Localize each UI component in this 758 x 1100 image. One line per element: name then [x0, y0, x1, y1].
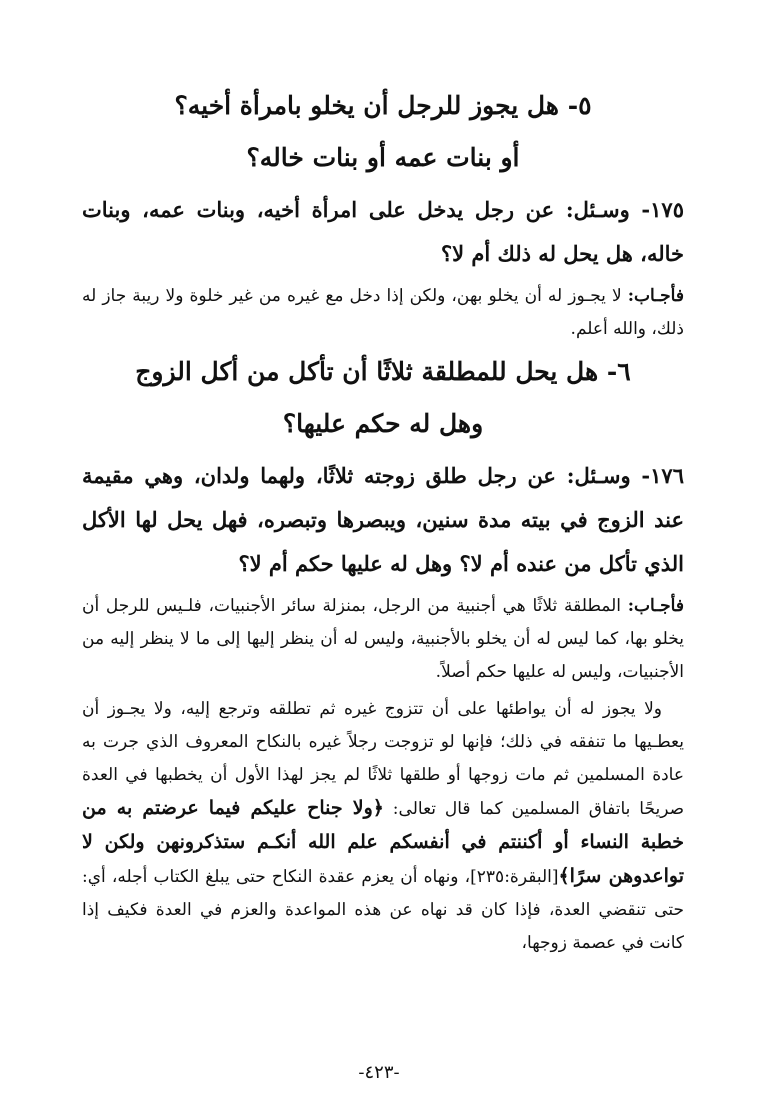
question-175-number: ١٧٥- وسـئل:: [565, 197, 684, 222]
page-number: -٤٢٣-: [358, 1062, 400, 1083]
section-5-title-line-1: ٥- هل يجوز للرجل أن يخلو بامرأة أخيه؟: [174, 91, 592, 120]
paragraph-2-text: ولا يجوز له أن يواطئها على أن تتزوج غيره ثم تطلقه وترجع إليه، ولا يجـوز أن يعطـيها ما تنفقه في ذلك؛ فإنها لو تزوجت رجلاً غيره بالنكاح المعروف الذي جرت به عادة المسلمين ثم مات زوجها أو طلقها ثلاثًا لم يجز لهذا الأول أن يخطبها في العدة صريحًا باتفاق المسلمين كما قال تعالى:: [82, 699, 685, 819]
answer-175-label: فأجـاب:: [627, 286, 684, 306]
answer-175-text: لا يجـوز له أن يخلو بهن، ولكن إذا دخل مع غيره من غير خلوة ولا ريبة جاز له ذلك، والله أعلم.: [82, 286, 684, 339]
quran-verse: ﴿ولا جناح عليكم فيما عرضتم به من خطبة النساء أو أكننتم في أنفسكم علم الله أنكـم ستذكرونهن ولكن لا تواعدوهن سرًا﴾: [82, 797, 685, 887]
book-page: [82, 80, 684, 1080]
answer-175: [82, 280, 684, 346]
answer-176-label: فأجـاب:: [627, 596, 684, 616]
question-176: [82, 454, 684, 586]
question-175: [82, 188, 684, 276]
question-176-number: ١٧٦- وسـئل:: [566, 463, 684, 488]
section-6-title-line-2: وهل له حكم عليها؟: [282, 409, 484, 438]
quran-citation: [البقرة:٢٣٥]: [470, 867, 559, 887]
section-6-title-line-1: ٦- هل يحل للمطلقة ثلاثًا أن تأكل من أكل الزوج: [135, 357, 631, 386]
question-175-text: عن رجل يدخل على امرأة أخيه، وبنات عمه، وبنات خاله، هل يحل له ذلك أم لا؟: [82, 197, 684, 266]
answer-176: [82, 590, 684, 689]
section-5-title-line-2: أو بنات عمه أو بنات خاله؟: [246, 143, 520, 172]
answer-176-text: المطلقة ثلاثًا هي أجنبية من الرجل، بمنزلة سائر الأجنبيات، فلـيس للرجل أن يخلو بها، كما ليس له أن يخلو بالأجنبية، وليس له أن ينظر إليها إلى ما لا ينظر إليه من الأجنبيات، وليس له عليها حكم أصلاً.: [82, 596, 684, 682]
paragraph-2-continuation: ، ونهاه أن يعزم عقدة النكاح حتى يبلغ الكتاب أجله، أي: حتى تنقضي العدة، فإذا كان قد نهاه عن هذه المواعدة والعزم في العدة فكيف إذا كانت في عصمة زوجها،: [82, 867, 684, 953]
answer-176-paragraph-2: [82, 693, 684, 960]
question-176-text: عن رجل طلق زوجته ثلاثًا، ولهما ولدان، وهي مقيمة عند الزوج في بيته مدة سنين، ويبصرها وتبصره، فهل يحل لها الأكل الذي تأكل من عنده أم لا؟ وهل له عليها حكم أم لا؟: [82, 463, 684, 576]
